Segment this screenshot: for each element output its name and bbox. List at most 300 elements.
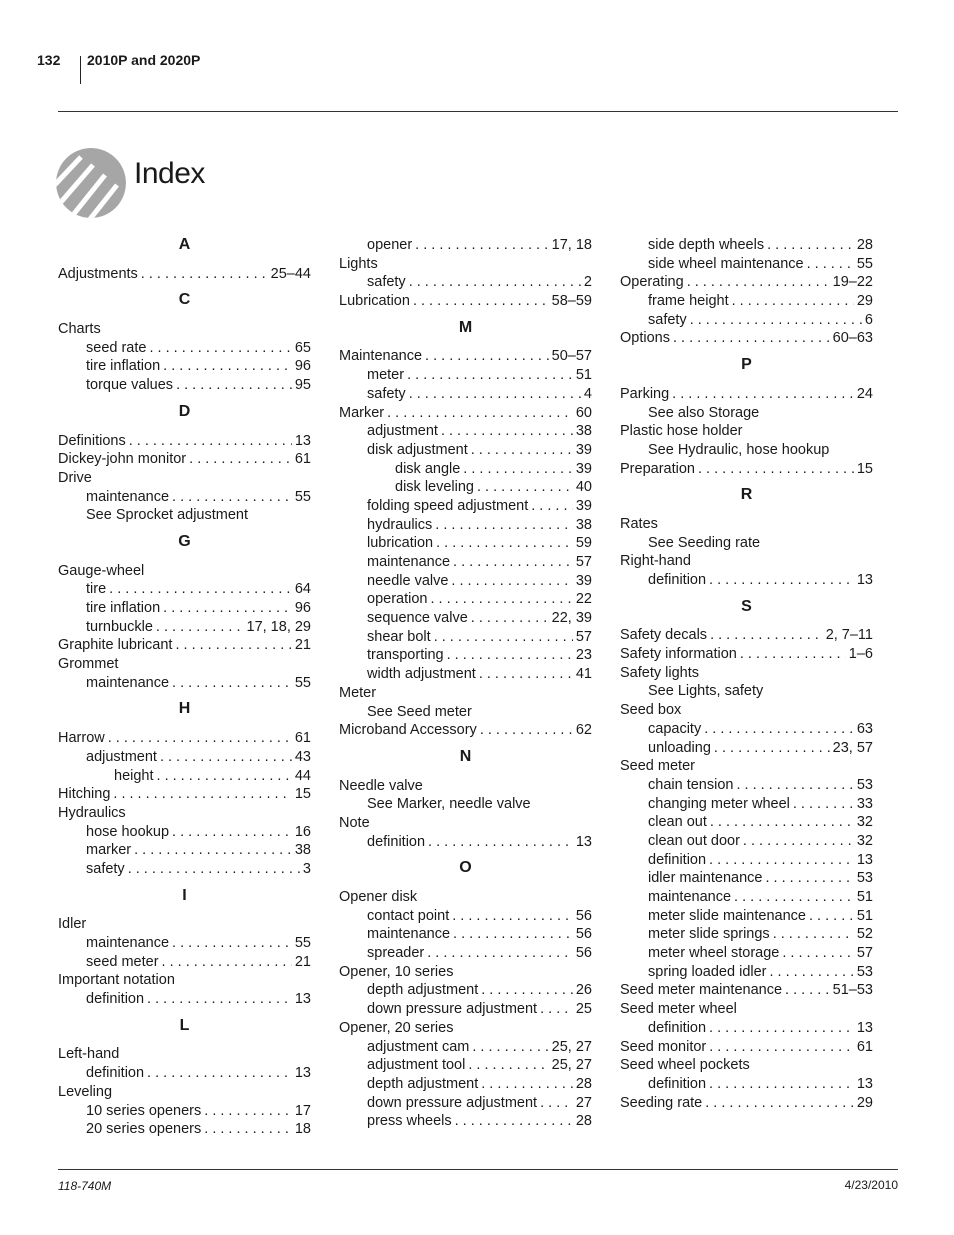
index-entry [620, 907, 873, 926]
index-entry [58, 841, 311, 860]
index-entry-term: Operating [620, 274, 684, 291]
dot-leader [175, 636, 291, 655]
index-entry-term: Hydraulics [58, 804, 126, 821]
index-entry-term: clean out door [648, 832, 740, 849]
index-entry [339, 814, 592, 833]
index-entry-page: 32 [856, 832, 873, 849]
dot-leader [704, 720, 854, 739]
dot-leader [415, 236, 549, 255]
index-entry [339, 255, 592, 274]
index-entry-term: Seed monitor [620, 1038, 707, 1055]
index-entry [339, 347, 592, 366]
index-entry-page: 51 [575, 367, 592, 384]
index-entry-term: hydraulics [367, 516, 433, 533]
index-entry-page: 39 [575, 441, 592, 458]
index-entry [58, 1083, 311, 1102]
index-entry [339, 441, 592, 460]
index-entry [58, 339, 311, 358]
index-entry [620, 813, 873, 832]
dot-leader [453, 925, 573, 944]
index-entry-term: Safety lights [620, 664, 699, 681]
index-entry-term: Seeding rate [620, 1094, 703, 1111]
dot-leader [481, 1075, 573, 1094]
index-entry-term: Idler [58, 916, 87, 933]
index-letter-heading: D [178, 402, 191, 420]
index-entry [58, 599, 311, 618]
index-entry-term: disk angle [395, 460, 461, 477]
dot-leader [765, 869, 853, 888]
index-entry [58, 748, 311, 767]
index-entry [620, 682, 873, 701]
index-entry-page: 51 [856, 907, 873, 924]
index-entry-term: definition [648, 851, 707, 868]
index-entry [620, 1038, 873, 1057]
index-entry-term: Seed meter maintenance [620, 982, 783, 999]
dot-leader [428, 833, 573, 852]
index-entry [339, 1056, 592, 1075]
header-divider [80, 56, 81, 84]
footer-doc-number: 118-740M [58, 1179, 112, 1193]
index-entry [620, 292, 873, 311]
index-entry [620, 776, 873, 795]
index-entry [620, 1094, 873, 1113]
index-entry [620, 944, 873, 963]
index-entry-page: 15 [294, 786, 311, 803]
index-entry [620, 441, 873, 460]
index-entry-term: Plastic hose holder [620, 423, 743, 440]
index-entry-term: seed meter [86, 953, 159, 970]
index-entry-term: Microband Accessory [339, 722, 477, 739]
index-entry [339, 422, 592, 441]
index-entry-page: 21 [294, 637, 311, 654]
index-entry-term: press wheels [367, 1113, 452, 1130]
index-entry [620, 925, 873, 944]
dot-leader [409, 385, 581, 404]
index-entry-term: shear bolt [367, 628, 431, 645]
index-entry [58, 860, 311, 879]
index-entry-page: 13 [856, 851, 873, 868]
index-entry-term: See also Storage [648, 404, 760, 421]
index-entry-page: 2, 7–11 [825, 627, 873, 644]
index-entry-page: 16 [294, 823, 311, 840]
index-entry-page: 63 [856, 720, 873, 737]
index-entry [620, 851, 873, 870]
index-entry-page: 41 [575, 666, 592, 683]
dot-leader [709, 571, 854, 590]
index-entry-term: idler maintenance [648, 870, 763, 887]
index-entry-term: side wheel maintenance [648, 255, 804, 272]
index-entry-term: opener [367, 237, 413, 253]
index-entry-page: 51–53 [832, 982, 873, 999]
index-entry [620, 888, 873, 907]
index-entry-term: adjustment [367, 423, 438, 440]
index-entry-term: Definitions [58, 432, 126, 449]
index-entry [620, 1075, 873, 1094]
index-entry-page: 13 [294, 991, 311, 1008]
index-entry-page: 55 [294, 488, 311, 505]
index-entry-term: 10 series openers [86, 1102, 202, 1119]
index-entry-term: safety [648, 311, 687, 328]
index-entry-term: Options [620, 330, 670, 347]
dot-leader [732, 292, 854, 311]
index-entry-page: 40 [575, 479, 592, 496]
dot-leader [690, 311, 862, 330]
index-entry-term: maintenance [648, 889, 732, 905]
index-entry-term: Seed box [620, 702, 682, 719]
index-entry [58, 674, 311, 693]
index-entry-page: 13 [856, 572, 873, 588]
header-rule [58, 111, 898, 112]
index-entry [620, 534, 873, 553]
index-entry-page: 53 [856, 963, 873, 980]
index-entry [620, 981, 873, 1000]
index-entry-term: Parking [620, 385, 670, 402]
index-entry-term: Left-hand [58, 1046, 120, 1063]
index-entry-term: chain tension [648, 776, 734, 793]
index-entry-term: tire [86, 581, 107, 598]
index-entry [339, 516, 592, 535]
index-entry [339, 553, 592, 572]
index-entry [620, 832, 873, 851]
index-letter-heading: C [178, 291, 191, 309]
index-entry-page: 56 [575, 907, 592, 924]
index-heading: Index [134, 157, 205, 190]
index-entry-term: lubrication [367, 535, 434, 552]
index-entry-term: contact point [367, 907, 450, 924]
index-entry-term: meter [367, 367, 405, 384]
index-entry-term: See Seeding rate [648, 534, 761, 551]
index-entry-term: marker [86, 842, 132, 859]
index-entry-page: 60 [575, 404, 592, 421]
dot-leader [413, 292, 549, 311]
dot-leader [113, 785, 291, 804]
index-entry [339, 907, 592, 926]
index-entry-page: 25, 27 [551, 1038, 592, 1055]
index-entry-term: See Lights, safety [648, 683, 764, 700]
index-entry-page: 44 [294, 767, 311, 784]
dot-leader [453, 553, 573, 572]
dot-leader [129, 432, 292, 451]
index-entry-term: width adjustment [367, 666, 476, 683]
index-entry [58, 357, 311, 376]
index-entry-page: 62 [575, 722, 592, 739]
index-entry-term: Opener, 10 series [339, 963, 454, 980]
index-entry-term: height [114, 767, 154, 784]
dot-leader [740, 645, 846, 664]
dot-leader [472, 1038, 548, 1057]
index-entry-page: 39 [575, 460, 592, 477]
index-entry [339, 684, 592, 703]
index-entry-term: capacity [648, 720, 702, 737]
index-entry [339, 292, 592, 311]
dot-leader [481, 981, 573, 1000]
dot-leader [157, 767, 292, 786]
dot-leader [149, 339, 291, 358]
dot-leader [734, 888, 854, 907]
index-entry-page: 53 [856, 870, 873, 887]
dot-leader [710, 813, 854, 832]
index-entry-page: 26 [575, 982, 592, 999]
index-entry-page: 18 [294, 1121, 311, 1138]
index-entry-term: Important notation [58, 972, 175, 989]
index-entry [58, 580, 311, 599]
index-entry-page: 13 [575, 833, 592, 850]
dot-leader [435, 516, 573, 535]
index-entry-page: 60–63 [832, 330, 873, 347]
dot-leader [785, 981, 830, 1000]
index-entry-term: safety [86, 860, 125, 877]
index-letter-heading: I [182, 886, 187, 904]
index-letter-heading: M [458, 318, 473, 336]
index-entry-term: tire inflation [86, 600, 161, 616]
dot-leader [455, 1112, 573, 1131]
index-entry [58, 636, 311, 655]
document-title: 2010P and 2020P [87, 52, 201, 68]
dot-leader [204, 1102, 292, 1121]
dot-leader [176, 376, 292, 395]
index-entry [58, 953, 311, 972]
index-entry [58, 934, 311, 953]
index-entry [58, 488, 311, 507]
dot-leader [767, 236, 854, 255]
index-entry-term: torque values [86, 377, 174, 394]
dot-leader [672, 385, 854, 404]
index-entry-term: frame height [648, 293, 729, 310]
index-entry-page: 58–59 [551, 293, 592, 310]
index-entry [339, 366, 592, 385]
dot-leader [204, 1120, 292, 1139]
index-entry-term: seed rate [86, 339, 147, 356]
index-entry-term: Hitching [58, 786, 111, 803]
index-entry [339, 404, 592, 423]
dot-leader [477, 478, 573, 497]
index-entry [339, 1038, 592, 1057]
index-entry-term: Lights [339, 255, 378, 272]
index-entry-term: Dickey-john monitor [58, 451, 187, 468]
index-entry-page: 28 [856, 237, 873, 253]
index-entry-term: depth adjustment [367, 982, 479, 999]
index-entry [58, 785, 311, 804]
index-entry [58, 1064, 311, 1083]
index-entry-term: Preparation [620, 460, 695, 477]
index-entry-page: 13 [856, 1075, 873, 1092]
index-letter-heading: O [459, 859, 472, 877]
footer-date: 4/23/2010 [844, 1178, 898, 1192]
index-entry-page: 17, 18 [551, 237, 592, 253]
index-entry-page: 13 [294, 1065, 311, 1082]
index-entry [339, 609, 592, 628]
index-entry [620, 571, 873, 590]
index-entry-term: Meter [339, 684, 377, 701]
index-entry-term: Adjustments [58, 265, 138, 282]
index-entry-page: 61 [294, 451, 311, 468]
index-entry-term: definition [648, 1019, 707, 1036]
index-entry [620, 273, 873, 292]
index-entry-term: Lubrication [339, 293, 410, 310]
index-entry-page: 25, 27 [551, 1057, 592, 1074]
index-entry-page: 65 [294, 339, 311, 356]
index-entry-term: Safety decals [620, 627, 708, 644]
index-entry-term: folding speed adjustment [367, 497, 529, 514]
dot-leader [710, 626, 823, 645]
dot-leader [108, 729, 292, 748]
index-entry-term: Drive [58, 469, 92, 486]
dot-leader [141, 265, 268, 284]
index-entry-term: safety [367, 385, 406, 402]
index-entry [339, 646, 592, 665]
index-entry-term: meter slide springs [648, 926, 770, 943]
index-entry-page: 57 [856, 945, 873, 962]
index-entry-page: 95 [294, 377, 311, 394]
dot-leader [773, 925, 854, 944]
index-entry-page: 38 [575, 423, 592, 440]
index-entry-term: changing meter wheel [648, 795, 790, 812]
index-entry-term: Gauge-wheel [58, 562, 145, 579]
index-entry-term: Rates [620, 515, 658, 532]
index-entry-term: adjustment tool [367, 1057, 466, 1074]
index-entry [58, 971, 311, 990]
index-entry [620, 236, 873, 255]
index-entry-term: depth adjustment [367, 1075, 479, 1092]
index-entry [339, 572, 592, 591]
index-entry-page: 38 [294, 842, 311, 859]
index-entry-page: 17, 18, 29 [246, 618, 311, 635]
dot-leader [471, 609, 549, 628]
dot-leader [163, 599, 292, 618]
index-letter-heading: P [741, 356, 752, 374]
index-entry-page: 61 [856, 1038, 873, 1055]
dot-leader [156, 618, 244, 637]
index-entry-page: 51 [856, 889, 873, 905]
index-entry-term: maintenance [86, 488, 170, 505]
index-entry [620, 460, 873, 479]
index-entry-term: Graphite lubricant [58, 637, 173, 654]
dot-leader [714, 739, 830, 758]
dot-leader [172, 488, 292, 507]
index-entry [339, 944, 592, 963]
index-entry [58, 767, 311, 786]
index-entry [58, 432, 311, 451]
index-entry-page: 25 [575, 1001, 592, 1018]
dot-leader [162, 953, 292, 972]
index-entry-page: 56 [575, 926, 592, 943]
index-entry [339, 236, 592, 255]
dot-leader [427, 944, 573, 963]
dot-leader [540, 1000, 573, 1019]
index-entry [620, 664, 873, 683]
dot-leader [128, 860, 300, 879]
index-entry-page: 38 [575, 516, 592, 533]
dot-leader [109, 580, 292, 599]
dot-leader [480, 721, 573, 740]
index-entry-page: 17 [294, 1102, 311, 1119]
dot-leader [540, 1094, 573, 1113]
index-entry [58, 1120, 311, 1139]
index-letter-heading: H [178, 700, 191, 718]
index-entry [339, 1112, 592, 1131]
index-entry [620, 329, 873, 348]
index-entry [620, 385, 873, 404]
dot-leader [531, 497, 573, 516]
index-entry [620, 869, 873, 888]
page-number: 132 [37, 52, 61, 68]
dot-leader [687, 273, 830, 292]
index-entry [339, 703, 592, 722]
index-entry-term: Leveling [58, 1083, 113, 1100]
index-entry [339, 273, 592, 292]
index-entry [339, 1094, 592, 1113]
dot-leader [172, 823, 292, 842]
index-entry-term: clean out [648, 814, 707, 831]
dot-leader [441, 422, 573, 441]
index-entry [620, 1019, 873, 1038]
index-entry-term: safety [367, 274, 406, 291]
dot-leader [387, 404, 573, 423]
index-entry-term: Grommet [58, 656, 119, 673]
index-entry-term: Needle valve [339, 777, 423, 794]
index-entry-term: definition [648, 1075, 707, 1092]
index-entry-term: Seed meter wheel [620, 1001, 737, 1018]
index-entry-page: 61 [294, 730, 311, 747]
index-entry-term: Opener, 20 series [339, 1019, 454, 1036]
index-entry [620, 422, 873, 441]
index-entry-page: 53 [856, 776, 873, 793]
index-entry-term: down pressure adjustment [367, 1001, 538, 1018]
index-entry [58, 729, 311, 748]
index-entry [620, 515, 873, 534]
index-entry [58, 655, 311, 674]
index-entry-term: See Sprocket adjustment [86, 507, 249, 524]
index-entry-page: 39 [575, 497, 592, 514]
index-entry-term: Marker [339, 404, 385, 421]
index-entry [620, 552, 873, 571]
index-entry-term: 20 series openers [86, 1121, 202, 1138]
dot-leader [189, 450, 292, 469]
dot-leader [479, 665, 573, 684]
index-entry-page: 33 [856, 795, 873, 812]
index-entry-term: disk leveling [395, 479, 474, 496]
index-entry-page: 2 [583, 274, 592, 291]
index-entry [620, 1056, 873, 1075]
index-entry [58, 804, 311, 823]
dot-leader [709, 1075, 854, 1094]
index-entry-term: definition [367, 833, 426, 850]
index-entry-term: spring loaded idler [648, 963, 767, 980]
index-entry [58, 506, 311, 525]
index-entry-page: 29 [856, 1094, 873, 1111]
dot-leader [425, 347, 549, 366]
index-entry-page: 13 [294, 432, 311, 449]
index-entry-page: 4 [583, 385, 592, 402]
index-entry-page: 13 [856, 1019, 873, 1036]
dot-leader [770, 963, 854, 982]
index-entry [58, 450, 311, 469]
index-entry [620, 626, 873, 645]
footer-rule [58, 1169, 898, 1170]
index-entry-term: hose hookup [86, 823, 170, 840]
index-entry-page: 96 [294, 600, 311, 616]
index-entry-page: 27 [575, 1094, 592, 1111]
index-entry [339, 963, 592, 982]
index-entry [339, 721, 592, 740]
index-entry [58, 1045, 311, 1064]
dot-leader [468, 1056, 548, 1075]
index-entry [339, 665, 592, 684]
index-entry [58, 1102, 311, 1121]
dot-leader [782, 944, 853, 963]
index-entry [620, 757, 873, 776]
index-entry [58, 990, 311, 1009]
